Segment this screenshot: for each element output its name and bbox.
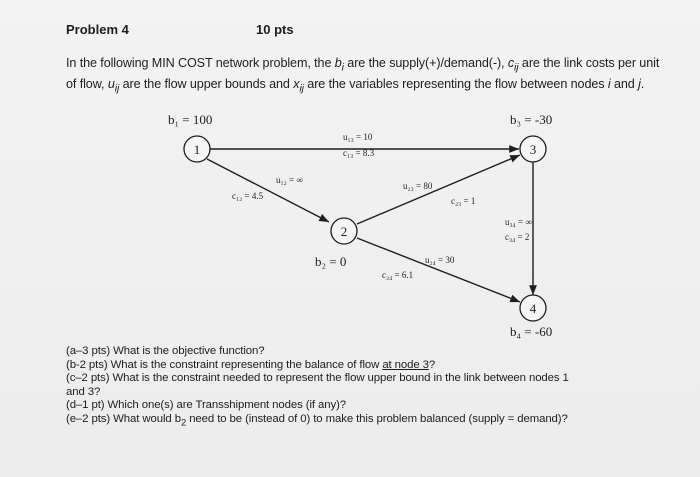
question-e-text: (e–2 pts) What would b [66,412,181,425]
intro-text: are the link costs per unit of flow, [66,56,660,91]
question-c-line1: (c–2 pts) What is the constraint needed to represent the flow upper bound in the link between nodes 1 [66,372,569,385]
question-e-subscript: 2 [180,417,187,429]
node-1 [184,136,210,162]
node-3 [520,136,546,162]
supply-b2: b₂ = 0 [315,254,347,269]
arc-3-4-cost: c₃₄ = 2 [505,232,530,242]
intro-text: . [640,76,645,91]
intro-u-subscript: ij [114,82,120,95]
intro-b-subscript: i [341,61,344,74]
arc-3-4-capacity: u₃₄ = ∞ [505,217,532,227]
arc-1-3-cost: c₁₃ = 8.3 [343,148,375,158]
question-e [66,413,666,430]
intro-x-subscript: ij [299,82,304,95]
demand-b4: b₄ = -60 [510,324,553,339]
arc-1-2-cost: c₁₂ = 4.5 [232,191,264,201]
node-4 [520,295,546,321]
arc-2-3-capacity: u₂₃ = 80 [403,181,433,191]
arc-2-3 [357,155,520,224]
arc-1-3-capacity: u₁₃ = 10 [343,132,373,142]
question-b-text: (b-2 pts) What is the constraint representing the balance of flow [66,358,383,371]
intro-u-symbol: u [107,76,115,91]
problem-title: Problem 4 [66,22,129,37]
node-3-label: 3 [529,142,537,157]
intro-j-symbol: j [638,76,641,91]
intro-x-symbol: x [293,76,300,91]
intro-c-subscript: ij [514,61,519,74]
demand-b3: b₃ = -30 [510,112,553,127]
intro-text: are the variables representing the flow between nodes [303,76,608,91]
question-a: (a–3 pts) What is the objective function? [66,345,265,357]
supply-b1: b₁ = 100 [168,112,213,127]
intro-text: are the flow upper bounds and [119,76,294,91]
node-1-label: 1 [193,142,201,157]
node-2-label: 2 [340,224,348,239]
intro-text: are the supply(+)/demand(-), [343,56,508,70]
arc-2-4-capacity: u₂₄ = 30 [425,255,455,265]
arc-1-2 [207,159,329,222]
intro-b-symbol: b [334,56,342,70]
question-b-underlined: at node 3 [382,358,429,371]
node-2 [331,218,357,244]
problem-points: 10 pts [256,22,294,37]
node-4-label: 4 [529,301,537,316]
arc-1-2-capacity: u₁₂ = ∞ [276,175,303,185]
intro-text: In the following MIN COST network problem, the [66,56,335,70]
arc-2-4-cost: c₂₄ = 6.1 [382,270,414,280]
question-list [66,345,666,430]
question-d: (d–1 pt) Which one(s) are Transshipment nodes (if any)? [66,399,347,412]
intro-i-symbol: i [607,76,611,91]
arc-2-3-cost: c₂₃ = 1 [451,196,476,206]
intro-text: and [610,76,639,91]
question-b-end: ? [428,358,436,371]
question-b [66,359,666,373]
intro-c-symbol: c [507,56,515,70]
question-e-end: need to be (instead of 0) to make this problem balanced (supply = demand)? [186,412,568,425]
question-c-line2: and 3? [66,385,101,398]
